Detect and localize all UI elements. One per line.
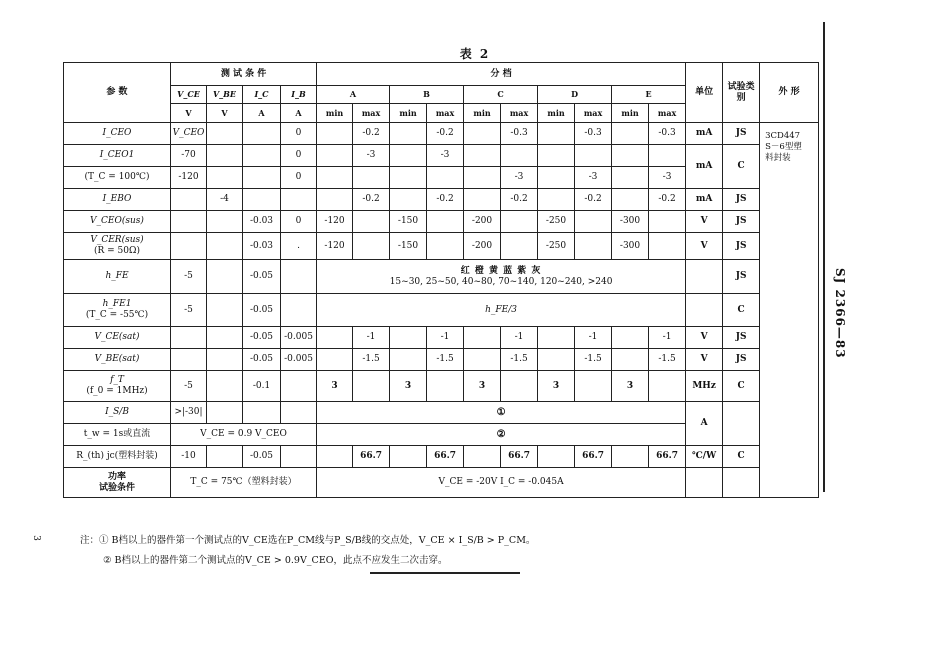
- footnote-1: 注：① B档以上的器件第一个测试点的V_CE选在P_CM线与P_S/B线的交点处，V_CE × I_S/B > P_CM。: [80, 535, 536, 546]
- param-cell: V_CE(sat): [64, 327, 171, 349]
- test-conditions-header: 测 试 条 件: [171, 63, 317, 86]
- b-min-cell: 3: [390, 371, 427, 402]
- shape-line: 3CD447: [765, 131, 801, 141]
- isb-mark-2: ②: [317, 424, 686, 446]
- e-max-cell: 66.7: [649, 446, 686, 468]
- ic-cell: -0.05: [243, 446, 281, 468]
- unit-cell: MHz: [686, 371, 723, 402]
- e-max-cell: -0.3: [649, 123, 686, 145]
- c-max-cell: -0.2: [501, 189, 538, 211]
- ib-cell: 0: [281, 123, 317, 145]
- vce-cell: -70: [171, 145, 207, 167]
- ic-cell: -0.03: [243, 233, 281, 260]
- a-max-cell: 66.7: [353, 446, 390, 468]
- ib-cell: 0: [281, 211, 317, 233]
- param-cell: [64, 294, 171, 327]
- max-header: max: [649, 104, 686, 123]
- vbe-header: V_BE: [207, 86, 243, 104]
- class-cell: JS: [723, 233, 760, 260]
- param-cell: (T_C = 100℃): [64, 167, 171, 189]
- min-header: min: [390, 104, 427, 123]
- ic-cell: -0.05: [243, 349, 281, 371]
- grade-c-header: C: [464, 86, 538, 104]
- page-number: 3: [30, 535, 41, 541]
- right-border-rule: [823, 22, 825, 492]
- spec-table: [63, 62, 819, 498]
- grade-d-header: D: [538, 86, 612, 104]
- shape-line: 料封装: [765, 153, 791, 163]
- c-max-cell: -1.5: [501, 349, 538, 371]
- table-row: [64, 349, 819, 371]
- b-max-cell: -0.2: [427, 123, 464, 145]
- c-max-cell: -1: [501, 327, 538, 349]
- a-min-cell: 3: [317, 371, 353, 402]
- hfe-grade-cell: [317, 260, 686, 294]
- ib-cell: 0: [281, 167, 317, 189]
- min-header: min: [612, 104, 649, 123]
- table-row: [64, 233, 819, 260]
- a-max-cell: -3: [353, 145, 390, 167]
- param-line: 功率: [107, 471, 126, 482]
- ib-cell: -0.005: [281, 327, 317, 349]
- unit-cell: mA: [686, 123, 723, 145]
- b-max-cell: -1.5: [427, 349, 464, 371]
- test-class-header: 试验类别: [723, 63, 760, 123]
- hfe-ranges: 15~30, 25~50, 40~80, 70~140, 120~240, >240: [389, 276, 613, 287]
- table-row: [64, 260, 819, 294]
- param-line: (R = 50Ω): [94, 246, 140, 256]
- d-min-cell: -250: [538, 211, 575, 233]
- e-min-cell: -300: [612, 233, 649, 260]
- param-cell: [64, 468, 171, 498]
- max-header: max: [427, 104, 464, 123]
- class-cell: C: [723, 446, 760, 468]
- max-header: max: [353, 104, 390, 123]
- table-row: [64, 294, 819, 327]
- vbe-cell: -4: [207, 189, 243, 211]
- standard-code: [829, 268, 853, 378]
- ic-cell: -0.05: [243, 260, 281, 294]
- unit-cell: V: [686, 233, 723, 260]
- class-cell: C: [723, 294, 760, 327]
- table-row: [64, 189, 819, 211]
- param-line: 试验条件: [98, 482, 135, 493]
- hfe-colors: 红 橙 黄 蓝 紫 灰: [460, 265, 542, 276]
- power-condition: T_C = 75℃（塑料封装）: [171, 468, 317, 498]
- c-max-cell: -3: [501, 167, 538, 189]
- unit-a: A: [243, 104, 281, 123]
- param-line: f_T: [110, 375, 124, 385]
- table-title: 表 2: [459, 47, 491, 61]
- b-max-cell: -0.2: [427, 189, 464, 211]
- param-cell: [64, 233, 171, 260]
- ic-cell: -0.05: [243, 294, 281, 327]
- ic-cell: -0.03: [243, 211, 281, 233]
- b-max-cell: 66.7: [427, 446, 464, 468]
- unit-cell: V: [686, 327, 723, 349]
- ib-cell: 0: [281, 145, 317, 167]
- unit-cell: V: [686, 349, 723, 371]
- b-max-cell: -3: [427, 145, 464, 167]
- grade-a-header: A: [317, 86, 390, 104]
- unit-a: A: [281, 104, 317, 123]
- c-max-cell: -0.3: [501, 123, 538, 145]
- unit-cell: mA: [686, 189, 723, 211]
- class-cell: JS: [723, 349, 760, 371]
- param-header: 参 数: [64, 63, 171, 123]
- max-header: max: [501, 104, 538, 123]
- a-max-cell: -1: [353, 327, 390, 349]
- footnote-2: ② B档以上的器件第二个测试点的V_CE > 0.9V_CEO，此点不应发生二次击穿。: [103, 555, 448, 566]
- table-row: [64, 446, 819, 468]
- ic-header: I_C: [243, 86, 281, 104]
- table-row: [64, 145, 819, 167]
- param-line: (f_0 = 1MHz): [86, 386, 148, 396]
- e-max-cell: -1.5: [649, 349, 686, 371]
- e-max-cell: -3: [649, 167, 686, 189]
- param-cell: t_w = 1s或直流: [64, 424, 171, 446]
- e-min-cell: 3: [612, 371, 649, 402]
- e-max-cell: -1: [649, 327, 686, 349]
- isb-mark-1: ①: [317, 402, 686, 424]
- ic-cell: -0.1: [243, 371, 281, 402]
- table-row: [64, 327, 819, 349]
- e-min-cell: -300: [612, 211, 649, 233]
- param-cell: I_S/B: [64, 402, 171, 424]
- class-cell: JS: [723, 189, 760, 211]
- hfe1-value-cell: h_FE/3: [317, 294, 686, 327]
- ib-cell: -0.005: [281, 349, 317, 371]
- c-min-cell: -200: [464, 211, 501, 233]
- table-row: [64, 468, 819, 498]
- class-cell: C: [723, 371, 760, 402]
- grade-b-header: B: [390, 86, 464, 104]
- param-cell: V_CEO(sus): [64, 211, 171, 233]
- unit-cell: ℃/W: [686, 446, 723, 468]
- ic-cell: -0.05: [243, 327, 281, 349]
- shape-cell: [760, 123, 819, 498]
- vce-cell: V_CEO: [171, 123, 207, 145]
- param-cell: [64, 371, 171, 402]
- vce-header: V_CE: [171, 86, 207, 104]
- param-cell: h_FE: [64, 260, 171, 294]
- class-cell: C: [723, 145, 760, 189]
- grades-header: 分 档: [317, 63, 686, 86]
- vce-cell: >|-30|: [171, 402, 207, 424]
- param-line: (T_C = -55℃): [85, 310, 149, 320]
- d-max-cell: -1: [575, 327, 612, 349]
- class-cell: JS: [723, 327, 760, 349]
- d-min-cell: -250: [538, 233, 575, 260]
- unit-v: V: [207, 104, 243, 123]
- standard-code-text: SJ 2366—83: [833, 268, 847, 359]
- max-header: max: [575, 104, 612, 123]
- c-min-cell: -200: [464, 233, 501, 260]
- vce-cell: -5: [171, 260, 207, 294]
- unit-cell: A: [686, 402, 723, 446]
- grade-e-header: E: [612, 86, 686, 104]
- b-max-cell: -1: [427, 327, 464, 349]
- a-max-cell: -0.2: [353, 123, 390, 145]
- param-cell: I_EBO: [64, 189, 171, 211]
- isb-condition: V_CE = 0.9 V_CEO: [171, 424, 317, 446]
- d-max-cell: -1.5: [575, 349, 612, 371]
- power-value: V_CE = -20V I_C = -0.045A: [317, 468, 686, 498]
- unit-cell: mA: [686, 145, 723, 189]
- c-max-cell: 66.7: [501, 446, 538, 468]
- param-line: V_CER(sus): [90, 235, 144, 245]
- min-header: min: [464, 104, 501, 123]
- a-max-cell: -0.2: [353, 189, 390, 211]
- d-max-cell: -0.3: [575, 123, 612, 145]
- vce-cell: -5: [171, 371, 207, 402]
- unit-header: 单位: [686, 63, 723, 123]
- vce-cell: -120: [171, 167, 207, 189]
- table-row: [64, 402, 819, 424]
- a-min-cell: -120: [317, 211, 353, 233]
- min-header: min: [538, 104, 575, 123]
- unit-cell: V: [686, 211, 723, 233]
- shape-header: 外 形: [760, 63, 819, 123]
- ib-header: I_B: [281, 86, 317, 104]
- e-max-cell: -0.2: [649, 189, 686, 211]
- table-row: [64, 123, 819, 145]
- b-min-cell: -150: [390, 233, 427, 260]
- table-row: [64, 371, 819, 402]
- shape-line: S－6型塑: [765, 142, 802, 152]
- d-max-cell: -3: [575, 167, 612, 189]
- ib-cell: .: [281, 233, 317, 260]
- unit-v: V: [171, 104, 207, 123]
- d-max-cell: 66.7: [575, 446, 612, 468]
- param-cell: I_CEO1: [64, 145, 171, 167]
- c-min-cell: 3: [464, 371, 501, 402]
- table-row: [64, 211, 819, 233]
- vce-cell: -5: [171, 294, 207, 327]
- param-cell: I_CEO: [64, 123, 171, 145]
- d-max-cell: -0.2: [575, 189, 612, 211]
- min-header: min: [317, 104, 353, 123]
- param-line: h_FE1: [102, 299, 132, 309]
- a-max-cell: -1.5: [353, 349, 390, 371]
- bottom-divider: [370, 572, 520, 574]
- vce-cell: -10: [171, 446, 207, 468]
- param-cell: V_BE(sat): [64, 349, 171, 371]
- class-cell: JS: [723, 211, 760, 233]
- a-min-cell: -120: [317, 233, 353, 260]
- param-cell: R_(th) jc(塑料封装): [64, 446, 171, 468]
- header-row-1: [64, 63, 819, 86]
- class-cell: JS: [723, 123, 760, 145]
- b-min-cell: -150: [390, 211, 427, 233]
- class-cell: JS: [723, 260, 760, 294]
- d-min-cell: 3: [538, 371, 575, 402]
